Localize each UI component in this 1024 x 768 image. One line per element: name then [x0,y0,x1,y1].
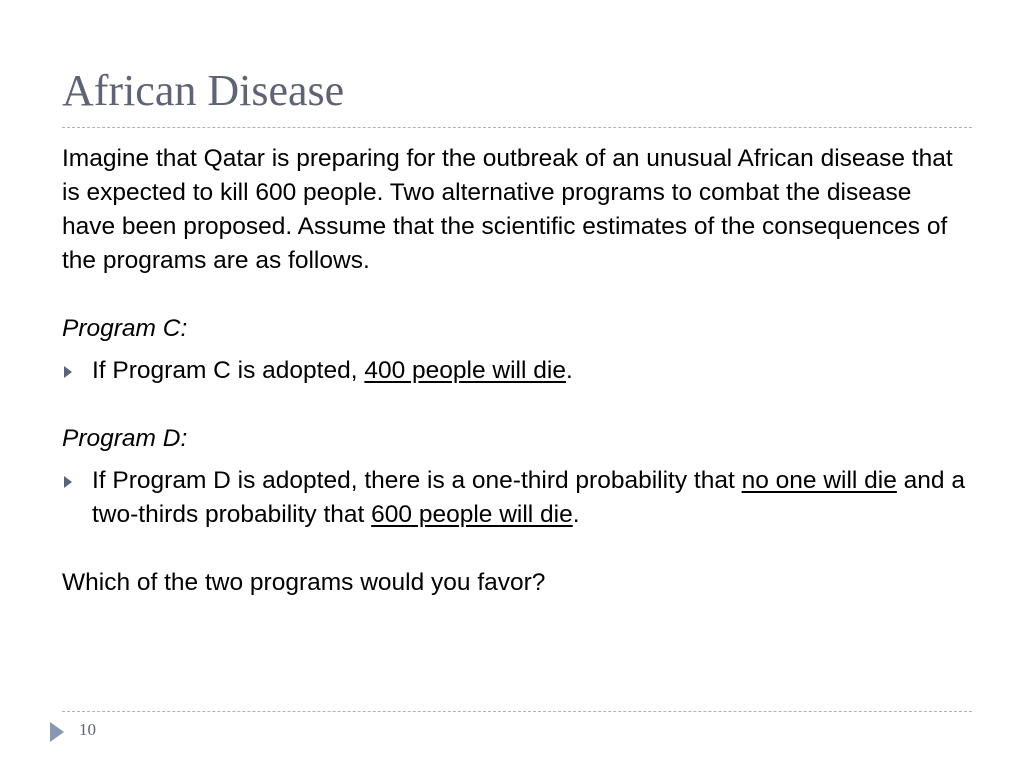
program-d-heading: Program D: [62,425,188,452]
program-d-outcome-2: 600 people will die [371,501,573,528]
page-number: 10 [79,720,96,739]
program-d-bullet-suffix: . [572,501,580,528]
bullet-arrow-icon [64,476,72,488]
slide-body [62,142,967,600]
program-d-bullet-middle: and a two-thirds probability that [92,467,965,528]
program-d-bullet [62,464,967,532]
program-c-heading: Program C: [62,315,188,342]
question-text: Which of the two programs would you favor? [62,569,546,596]
program-d-bullet-prefix: If Program D is adopted, there is a one-third probability that [92,467,742,494]
intro-paragraph: Imagine that Qatar is preparing for the outbreak of an unusual African disease that is expected to kill 600 people. Two alternative programs to combat the disease have been proposed. Assume that the scientific estimates of the consequences of the programs are as follows. [62,145,953,274]
footer-divider [62,711,972,712]
program-c-outcome: 400 people will die [364,357,566,384]
program-c-bullet [62,354,967,388]
program-c-bullet-prefix: If Program C is adopted, [92,357,365,384]
program-d-outcome-1: no one will die [741,467,897,494]
bullet-arrow-icon [64,366,72,378]
slide-title: African Disease [62,66,345,115]
footer-arrow-icon [50,722,64,742]
title-divider [62,127,972,128]
program-c-bullet-suffix: . [565,357,573,384]
